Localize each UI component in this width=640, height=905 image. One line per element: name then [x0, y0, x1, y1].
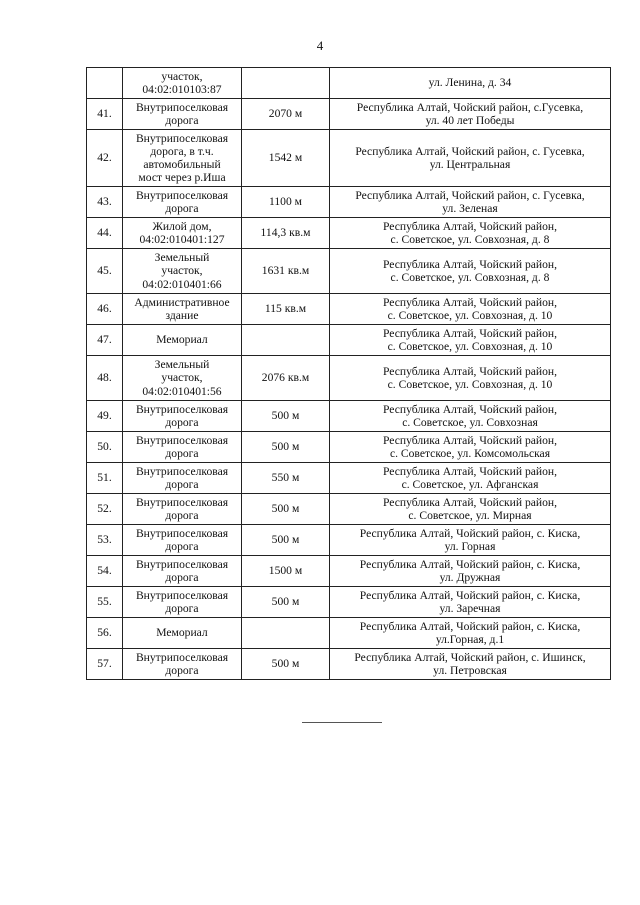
table-row	[87, 249, 611, 294]
object-size-cell	[242, 68, 330, 99]
row-number-cell: 43.	[87, 187, 123, 218]
object-address-cell: Республика Алтай, Чойский район, с. Киска, ул. Дружная	[330, 556, 611, 587]
object-size-cell: 115 кв.м	[242, 294, 330, 325]
object-size-cell: 550 м	[242, 463, 330, 494]
table-row	[87, 130, 611, 187]
object-size-cell: 1542 м	[242, 130, 330, 187]
row-number-cell: 50.	[87, 432, 123, 463]
table-row	[87, 432, 611, 463]
table-row	[87, 356, 611, 401]
object-address-cell: Республика Алтай, Чойский район, с. Советское, ул. Афганская	[330, 463, 611, 494]
object-name-cell: Мемориал	[123, 618, 242, 649]
table-row	[87, 68, 611, 99]
object-address-cell: Республика Алтай, Чойский район, с. Гусевка, ул. Центральная	[330, 130, 611, 187]
row-number-cell: 42.	[87, 130, 123, 187]
object-size-cell: 114,3 кв.м	[242, 218, 330, 249]
table-row	[87, 649, 611, 680]
row-number-cell: 47.	[87, 325, 123, 356]
object-address-cell: Республика Алтай, Чойский район, с. Советское, ул. Совхозная, д. 8	[330, 218, 611, 249]
object-address-cell: Республика Алтай, Чойский район, с. Советское, ул. Совхозная, д. 10	[330, 356, 611, 401]
row-number-cell: 57.	[87, 649, 123, 680]
object-name-cell: участок, 04:02:010103:87	[123, 68, 242, 99]
object-size-cell: 500 м	[242, 649, 330, 680]
row-number-cell: 49.	[87, 401, 123, 432]
object-name-cell: Земельный участок, 04:02:010401:56	[123, 356, 242, 401]
object-name-cell: Внутрипоселковая дорога	[123, 525, 242, 556]
object-address-cell: Республика Алтай, Чойский район, с. Советское, ул. Мирная	[330, 494, 611, 525]
row-number-cell: 51.	[87, 463, 123, 494]
object-address-cell: Республика Алтай, Чойский район, с. Киска, ул.Горная, д.1	[330, 618, 611, 649]
object-address-cell: Республика Алтай, Чойский район, с. Гусевка, ул. Зеленая	[330, 187, 611, 218]
object-name-cell: Внутрипоселковая дорога	[123, 432, 242, 463]
object-name-cell: Внутрипоселковая дорога	[123, 556, 242, 587]
object-size-cell: 1500 м	[242, 556, 330, 587]
row-number-cell: 52.	[87, 494, 123, 525]
table-row	[87, 187, 611, 218]
object-name-cell: Внутрипоселковая дорога	[123, 494, 242, 525]
footer-divider	[302, 722, 382, 723]
row-number-cell: 56.	[87, 618, 123, 649]
object-name-cell: Внутрипоселковая дорога	[123, 401, 242, 432]
object-name-cell: Административное здание	[123, 294, 242, 325]
object-size-cell: 1100 м	[242, 187, 330, 218]
row-number-cell: 45.	[87, 249, 123, 294]
row-number-cell: 55.	[87, 587, 123, 618]
object-name-cell: Внутрипоселковая дорога	[123, 463, 242, 494]
table-row	[87, 401, 611, 432]
row-number-cell: 48.	[87, 356, 123, 401]
object-address-cell: Республика Алтай, Чойский район, с. Киска, ул. Заречная	[330, 587, 611, 618]
object-name-cell: Внутрипоселковая дорога	[123, 649, 242, 680]
object-address-cell: Республика Алтай, Чойский район, с. Советское, ул. Комсомольская	[330, 432, 611, 463]
table-row	[87, 525, 611, 556]
object-name-cell: Внутрипоселковая дорога	[123, 99, 242, 130]
object-size-cell: 500 м	[242, 525, 330, 556]
table-row	[87, 294, 611, 325]
property-table	[86, 67, 611, 680]
object-address-cell: Республика Алтай, Чойский район, с. Киска, ул. Горная	[330, 525, 611, 556]
row-number-cell: 53.	[87, 525, 123, 556]
object-size-cell: 500 м	[242, 401, 330, 432]
object-address-cell: ул. Ленина, д. 34	[330, 68, 611, 99]
object-address-cell: Республика Алтай, Чойский район, с. Советское, ул. Совхозная, д. 8	[330, 249, 611, 294]
table-row	[87, 618, 611, 649]
table-row	[87, 587, 611, 618]
object-address-cell: Республика Алтай, Чойский район, с. Советское, ул. Совхозная	[330, 401, 611, 432]
page-number: 4	[316, 38, 324, 53]
table-body	[87, 68, 611, 680]
row-number-cell: 41.	[87, 99, 123, 130]
object-name-cell: Жилой дом, 04:02:010401:127	[123, 218, 242, 249]
table-row	[87, 494, 611, 525]
object-size-cell: 1631 кв.м	[242, 249, 330, 294]
object-address-cell: Республика Алтай, Чойский район, с.Гусевка, ул. 40 лет Победы	[330, 99, 611, 130]
row-number-cell: 54.	[87, 556, 123, 587]
table-row	[87, 325, 611, 356]
table-row	[87, 463, 611, 494]
object-size-cell: 500 м	[242, 432, 330, 463]
table-row	[87, 99, 611, 130]
object-address-cell: Республика Алтай, Чойский район, с. Ишинск, ул. Петровская	[330, 649, 611, 680]
object-size-cell: 500 м	[242, 587, 330, 618]
object-size-cell: 2070 м	[242, 99, 330, 130]
table-row	[87, 218, 611, 249]
object-name-cell: Мемориал	[123, 325, 242, 356]
object-name-cell: Внутрипоселковая дорога	[123, 587, 242, 618]
row-number-cell: 44.	[87, 218, 123, 249]
object-size-cell: 2076 кв.м	[242, 356, 330, 401]
object-name-cell: Внутрипоселковая дорога, в т.ч. автомобильный мост через р.Иша	[123, 130, 242, 187]
object-name-cell: Земельный участок, 04:02:010401:66	[123, 249, 242, 294]
object-size-cell	[242, 618, 330, 649]
object-size-cell	[242, 325, 330, 356]
object-name-cell: Внутрипоселковая дорога	[123, 187, 242, 218]
object-address-cell: Республика Алтай, Чойский район, с. Советское, ул. Совхозная, д. 10	[330, 325, 611, 356]
row-number-cell: 46.	[87, 294, 123, 325]
row-number-cell	[87, 68, 123, 99]
table-row	[87, 556, 611, 587]
object-size-cell: 500 м	[242, 494, 330, 525]
object-address-cell: Республика Алтай, Чойский район, с. Советское, ул. Совхозная, д. 10	[330, 294, 611, 325]
